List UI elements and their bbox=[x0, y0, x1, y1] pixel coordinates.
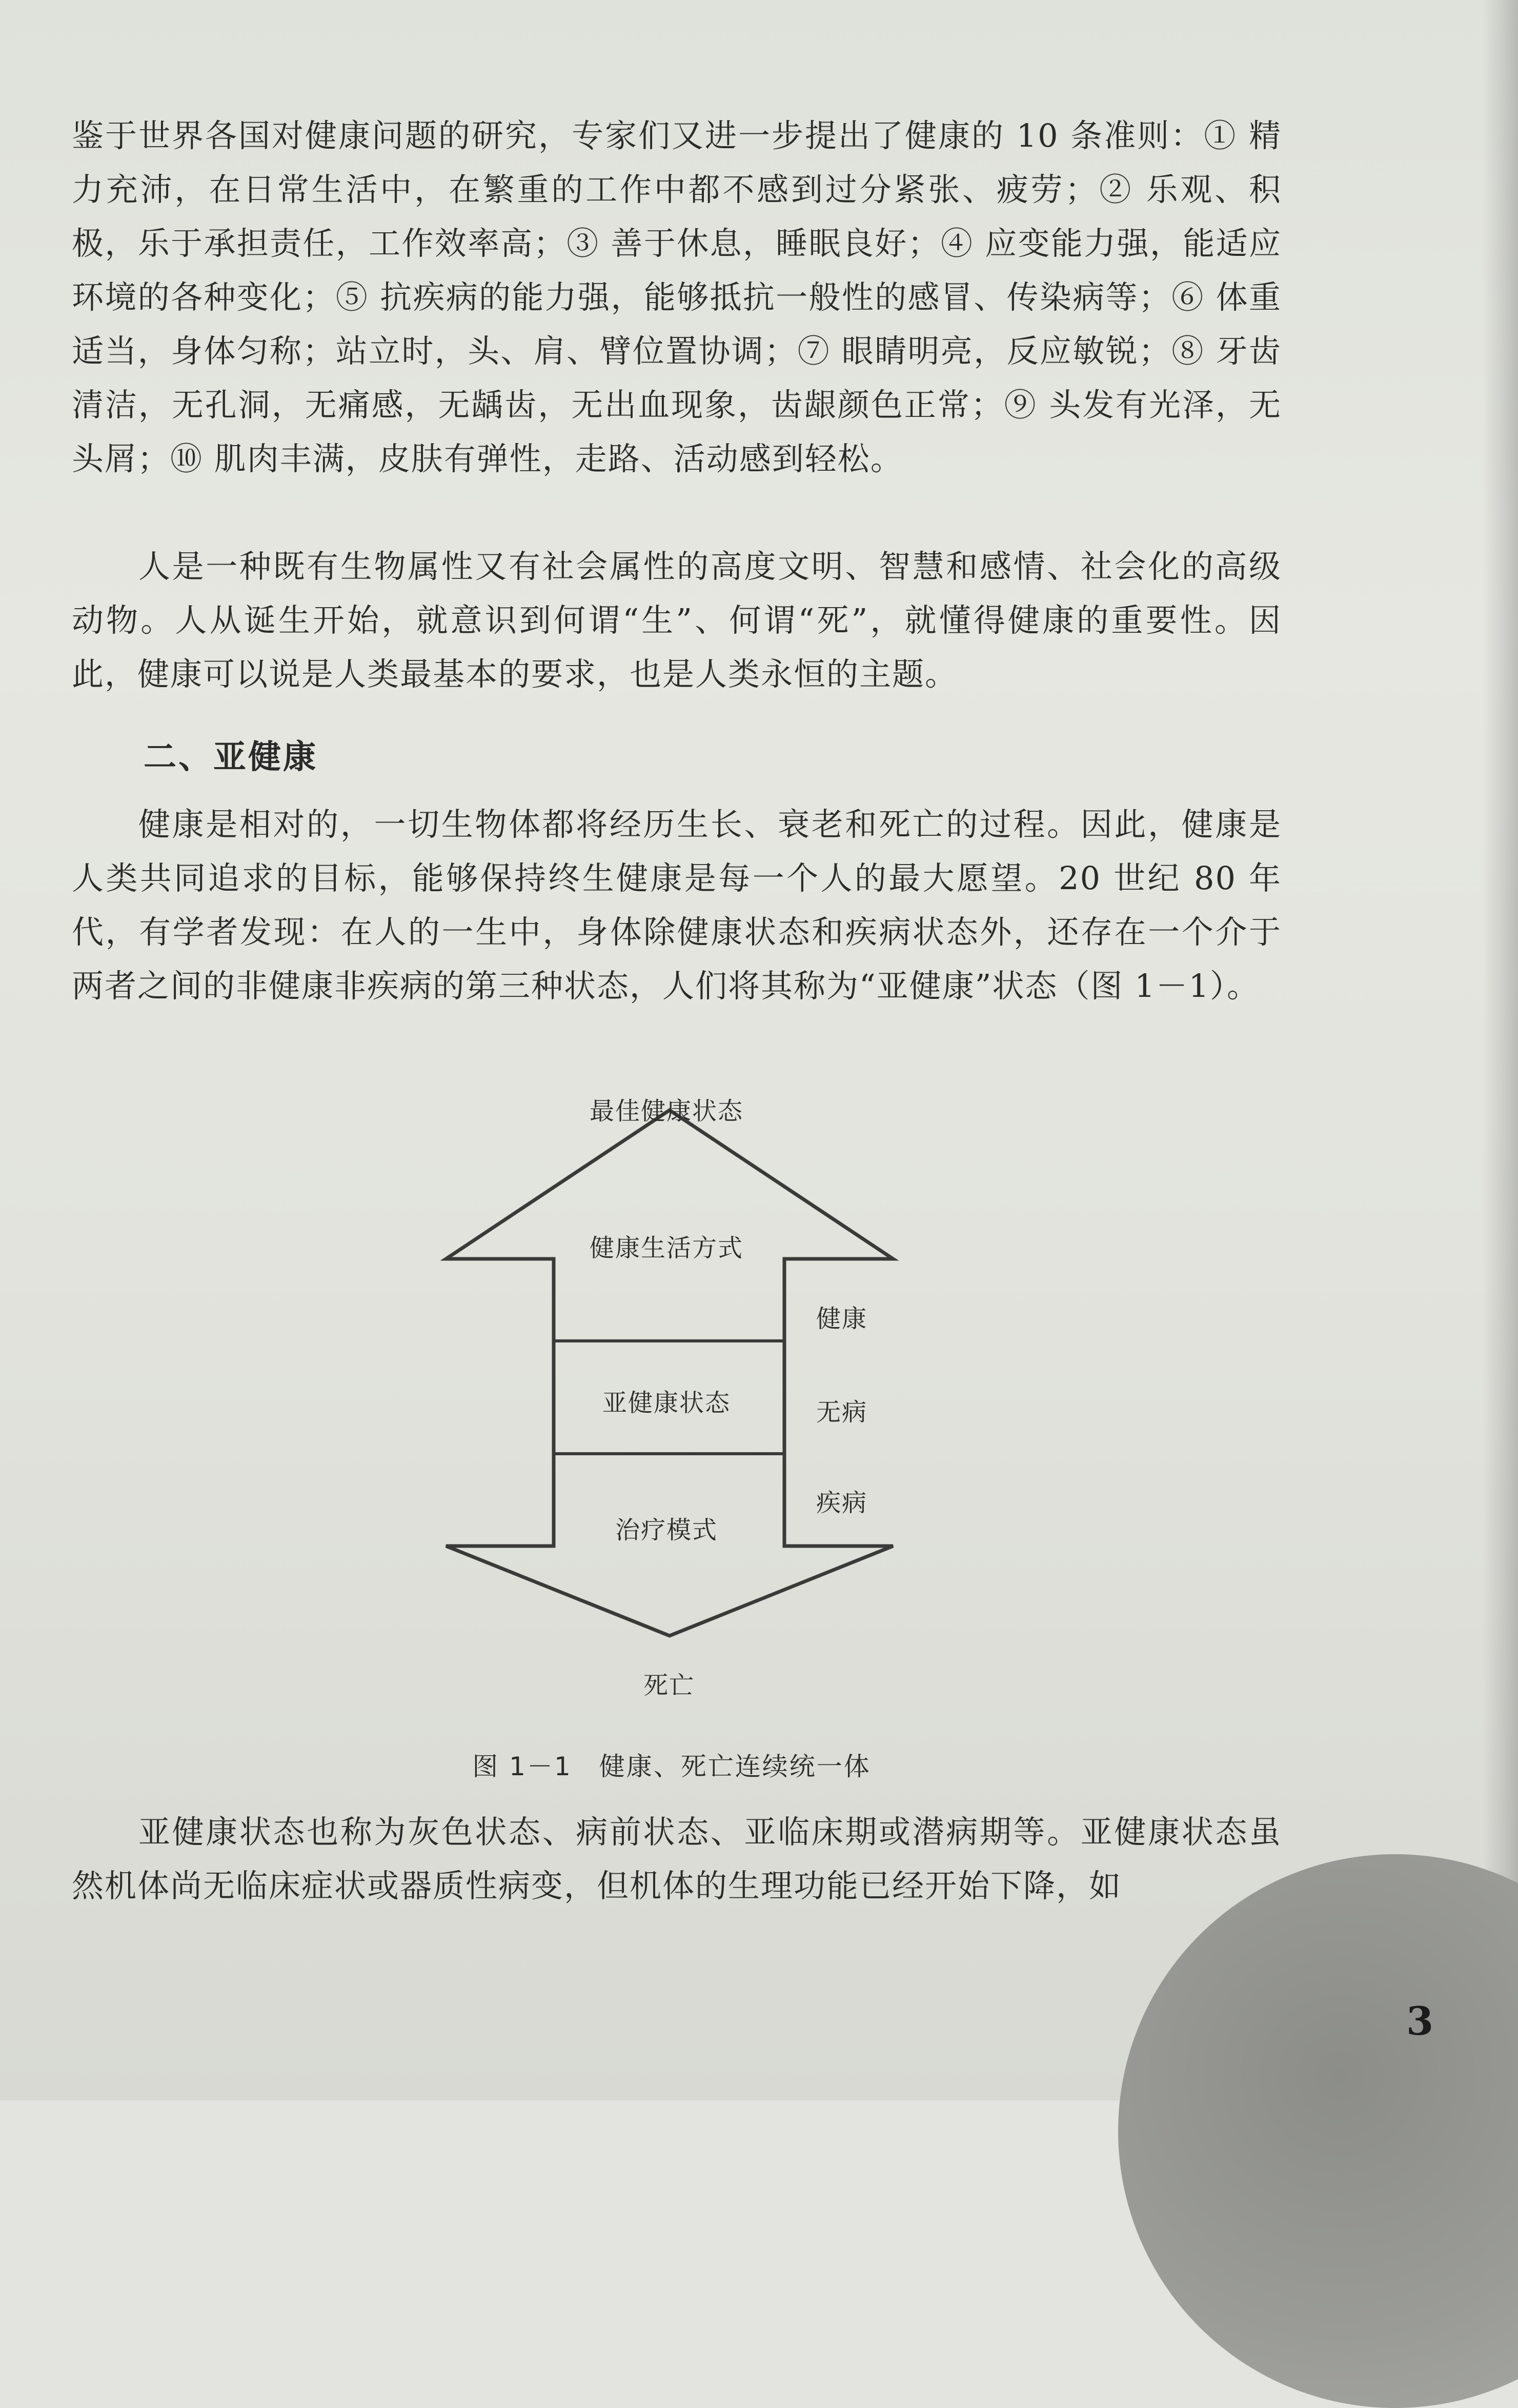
page-edge-shadow bbox=[1482, 0, 1518, 2100]
figure-label-health: 健康 bbox=[816, 1305, 868, 1333]
figure-caption: 图 1－1 健康、死亡连续统一体 bbox=[472, 1752, 871, 1781]
figure-label-disease: 疾病 bbox=[816, 1489, 868, 1517]
paragraph-subhealth-synonyms: 亚健康状态也称为灰色状态、病前状态、亚临床期或潜病期等。亚健康状态虽然机体尚无临床症状或器质性病变，但机体的生理功能已经开始下降，如 bbox=[72, 1813, 1282, 1904]
paragraph-subhealth-intro: 健康是相对的，一切生物体都将经历生长、衰老和死亡的过程。因此，健康是人类共同追求的目标，能够保持终生健康是每一个人的最大愿望。20 世纪 80 年代，有学者发现：在人的一生中，身体除健康状态和疾病状态外，还存在一个介于两者之间的非健康非疾病的第三种状态，人们将其称为“亚健康”状态（图 1－1）。 bbox=[72, 806, 1282, 1005]
paragraph-human-attributes: 人是一种既有生物属性又有社会属性的高度文明、智慧和感情、社会化的高级动物。人从诞生开始，就意识到何谓“生”、何谓“死”，就懂得健康的重要性。因此，健康可以说是人类最基本的要求，也是人类永恒的主题。 bbox=[72, 548, 1282, 693]
figure-label-healthy-lifestyle: 健康生活方式 bbox=[590, 1234, 744, 1262]
figure-label-no-disease: 无病 bbox=[816, 1398, 868, 1427]
page-number: 3 bbox=[1406, 1998, 1433, 2044]
paragraph-health-criteria: 鉴于世界各国对健康问题的研究，专家们又进一步提出了健康的 10 条准则：① 精力充沛，在日常生活中，在繁重的工作中都不感到过分紧张、疲劳；② 乐观、积极，乐于承担责任，工作效率高；③ 善于休息，睡眠良好；④ 应变能力强，能适应环境的各种变化；⑤ 抗疾病的能力强，能够抵抗一般性的感冒、传染病等；⑥ 体重适当，身体匀称；站立时，头、肩、臂位置协调；⑦ 眼睛明亮，反应敏锐；⑧ 牙齿清洁，无孔洞，无痛感，无龋齿，无出血现象，齿龈颜色正常；⑨ 头发有光泽，无头屑；⑩ 肌肉丰满，皮肤有弹性，走路、活动感到轻松。 bbox=[72, 117, 1282, 477]
figure-label-treatment-mode: 治疗模式 bbox=[615, 1516, 718, 1544]
figure-label-subhealth-state: 亚健康状态 bbox=[602, 1389, 731, 1417]
figure-label-best-health: 最佳健康状态 bbox=[590, 1097, 744, 1126]
section-heading-subhealth: 二、亚健康 bbox=[144, 738, 318, 776]
figure-label-death: 死亡 bbox=[643, 1671, 695, 1700]
